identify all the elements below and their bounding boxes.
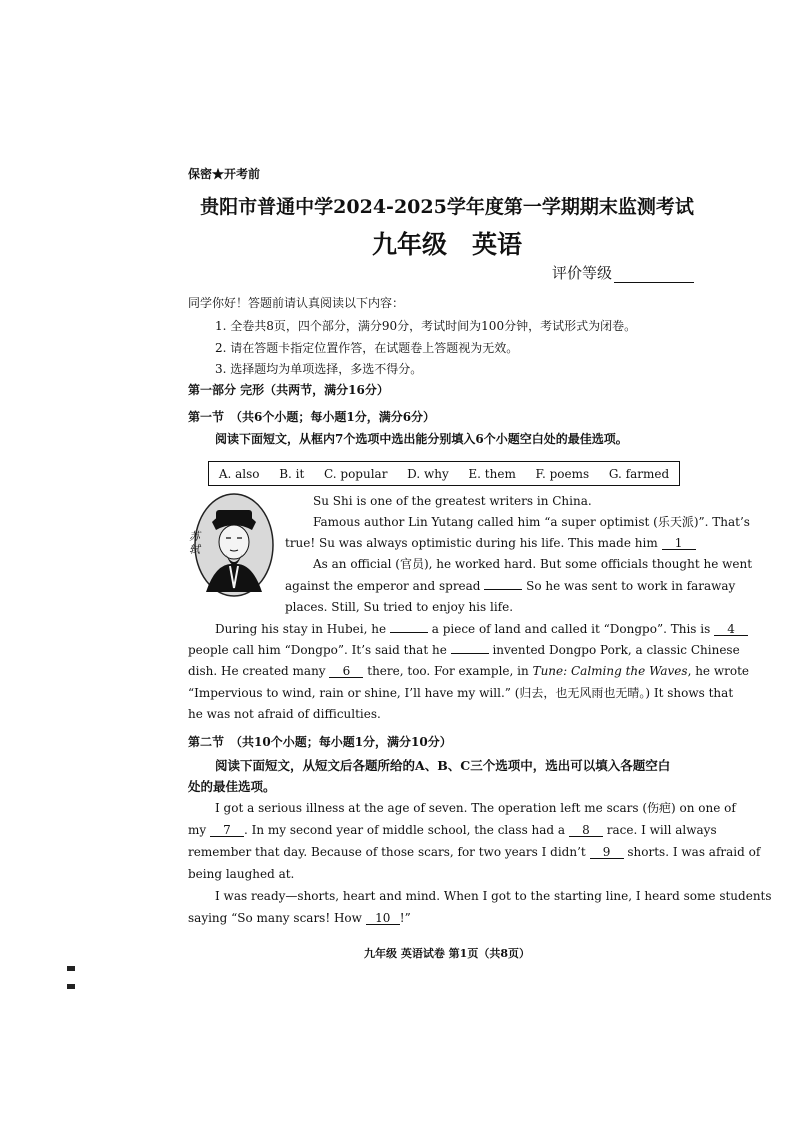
- exam-title: 贵阳市普通中学2024-2025学年度第一学期期末监测考试: [200, 196, 694, 218]
- passage-line: “Impervious to wind, rain or shine, I’ll have my will.” (归去，也无风雨也无晴。) It shows that: [188, 686, 734, 700]
- blank-4[interactable]: 4: [714, 623, 748, 636]
- portrait-inscription: 苏轼: [189, 530, 200, 556]
- passage-line: [215, 619, 748, 640]
- blank-3[interactable]: [390, 632, 428, 633]
- option-item: G. farmed: [608, 466, 670, 481]
- confidential-label: 保密★开考前: [188, 167, 261, 181]
- option-item: C. popular: [324, 466, 388, 481]
- passage-line: he was not afraid of difficulties.: [188, 707, 381, 721]
- passage-line: I was ready—shorts, heart and mind. When I got to the starting line, I heard some students: [215, 889, 772, 903]
- poem-title: Tune: Calming the Waves: [532, 664, 688, 678]
- passage-text: there, too. For example, in: [367, 664, 529, 678]
- passage-text: against the emperor and spread: [285, 579, 481, 593]
- passage-line: Su Shi is one of the greatest writers in China.: [313, 494, 592, 508]
- passage-line: [188, 640, 740, 661]
- passage-line: As an official (官员), he worked hard. But some officials thought he went: [313, 557, 753, 571]
- passage-text: During his stay in Hubei, he: [215, 622, 387, 636]
- passage-text: my: [188, 823, 207, 837]
- passage-text: dish. He created many: [188, 664, 326, 678]
- passage-text: remember that day. Because of those scars, for two years I didn’t: [188, 845, 586, 859]
- blank-2[interactable]: [484, 589, 522, 590]
- passage-line: [285, 576, 735, 597]
- section1-direction: 阅读下面短文，从框内7个选项中选出能分别填入6个小题空白处的最佳选项。: [215, 432, 628, 446]
- grade-label: 评价等级: [552, 264, 613, 282]
- blank-8[interactable]: 8: [569, 824, 603, 837]
- face: [219, 525, 249, 559]
- part1-heading: 第一部分 完形（共两节，满分16分）: [188, 383, 389, 397]
- blank-1[interactable]: 1: [662, 537, 696, 550]
- options-box: [208, 461, 680, 486]
- passage-text: So he was sent to work in faraway: [526, 579, 736, 593]
- exam-subtitle: 九年级 英语: [371, 230, 522, 259]
- option-item: E. them: [468, 466, 516, 481]
- option-item: B. it: [279, 466, 305, 481]
- scan-mark: [67, 966, 75, 971]
- section2-direction: 处的最佳选项。: [188, 779, 276, 794]
- section1-heading: 第一节 （共6个小题；每小题1分，满分6分）: [188, 410, 436, 424]
- passage-line: I got a serious illness at the age of seven. The operation left me scars (伤疤) on one of: [215, 801, 736, 815]
- passage-text: true! Su was always optimistic during his life. This made him: [285, 536, 658, 550]
- page-footer: 九年级 英语试卷 第1页（共8页）: [364, 947, 530, 960]
- blank-5[interactable]: [451, 653, 489, 654]
- passage-text: saying “So many scars! How: [188, 911, 362, 925]
- section2-heading: 第二节 （共10个小题；每小题1分，满分10分）: [188, 735, 452, 749]
- passage-text: people call him “Dongpo”. It’s said that he: [188, 643, 447, 657]
- passage-line: [188, 842, 760, 863]
- passage-line: [188, 820, 717, 841]
- instruction-item: 1. 全卷共8页，四个部分，满分90分，考试时间为100分钟，考试形式为闭卷。: [215, 319, 637, 333]
- blank-7[interactable]: 7: [210, 824, 244, 837]
- passage-text: shorts. I was afraid of: [627, 845, 761, 859]
- passage-text: race. I will always: [606, 823, 717, 837]
- option-item: F. poems: [535, 466, 590, 481]
- passage-line: [285, 533, 696, 554]
- passage-line: [188, 661, 749, 682]
- blank-9[interactable]: 9: [590, 846, 624, 859]
- passage-text: , he wrote: [687, 664, 749, 678]
- passage-line: Famous author Lin Yutang called him “a super optimist (乐天派)”. That’s: [313, 515, 750, 529]
- instruction-item: 2. 请在答题卡指定位置作答，在试题卷上答题视为无效。: [215, 341, 519, 355]
- section2-direction: 阅读下面短文，从短文后各题所给的A、B、C三个选项中，选出可以填入各题空白: [215, 758, 671, 773]
- passage-line: being laughed at.: [188, 867, 295, 881]
- passage-text: !”: [399, 911, 411, 925]
- blank-6[interactable]: 6: [329, 665, 363, 678]
- scan-mark: [67, 984, 75, 989]
- grade-blank[interactable]: [614, 268, 694, 283]
- passage-line: [188, 908, 411, 929]
- option-item: D. why: [407, 466, 449, 481]
- passage-text: a piece of land and called it “Dongpo”. This is: [431, 622, 711, 636]
- passage-text: . In my second year of middle school, the class had a: [244, 823, 566, 837]
- option-item: A. also: [218, 466, 260, 481]
- instruction-item: 3. 选择题均为单项选择，多选不得分。: [215, 362, 423, 376]
- hat-top: [216, 510, 252, 524]
- passage-text: invented Dongpo Pork, a classic Chinese: [492, 643, 740, 657]
- passage-line: places. Still, Su tried to enjoy his life.: [285, 600, 514, 614]
- instructions-greeting: 同学你好！答题前请认真阅读以下内容：: [188, 296, 405, 310]
- blank-10[interactable]: 10: [366, 912, 400, 925]
- grade-field: [552, 262, 694, 283]
